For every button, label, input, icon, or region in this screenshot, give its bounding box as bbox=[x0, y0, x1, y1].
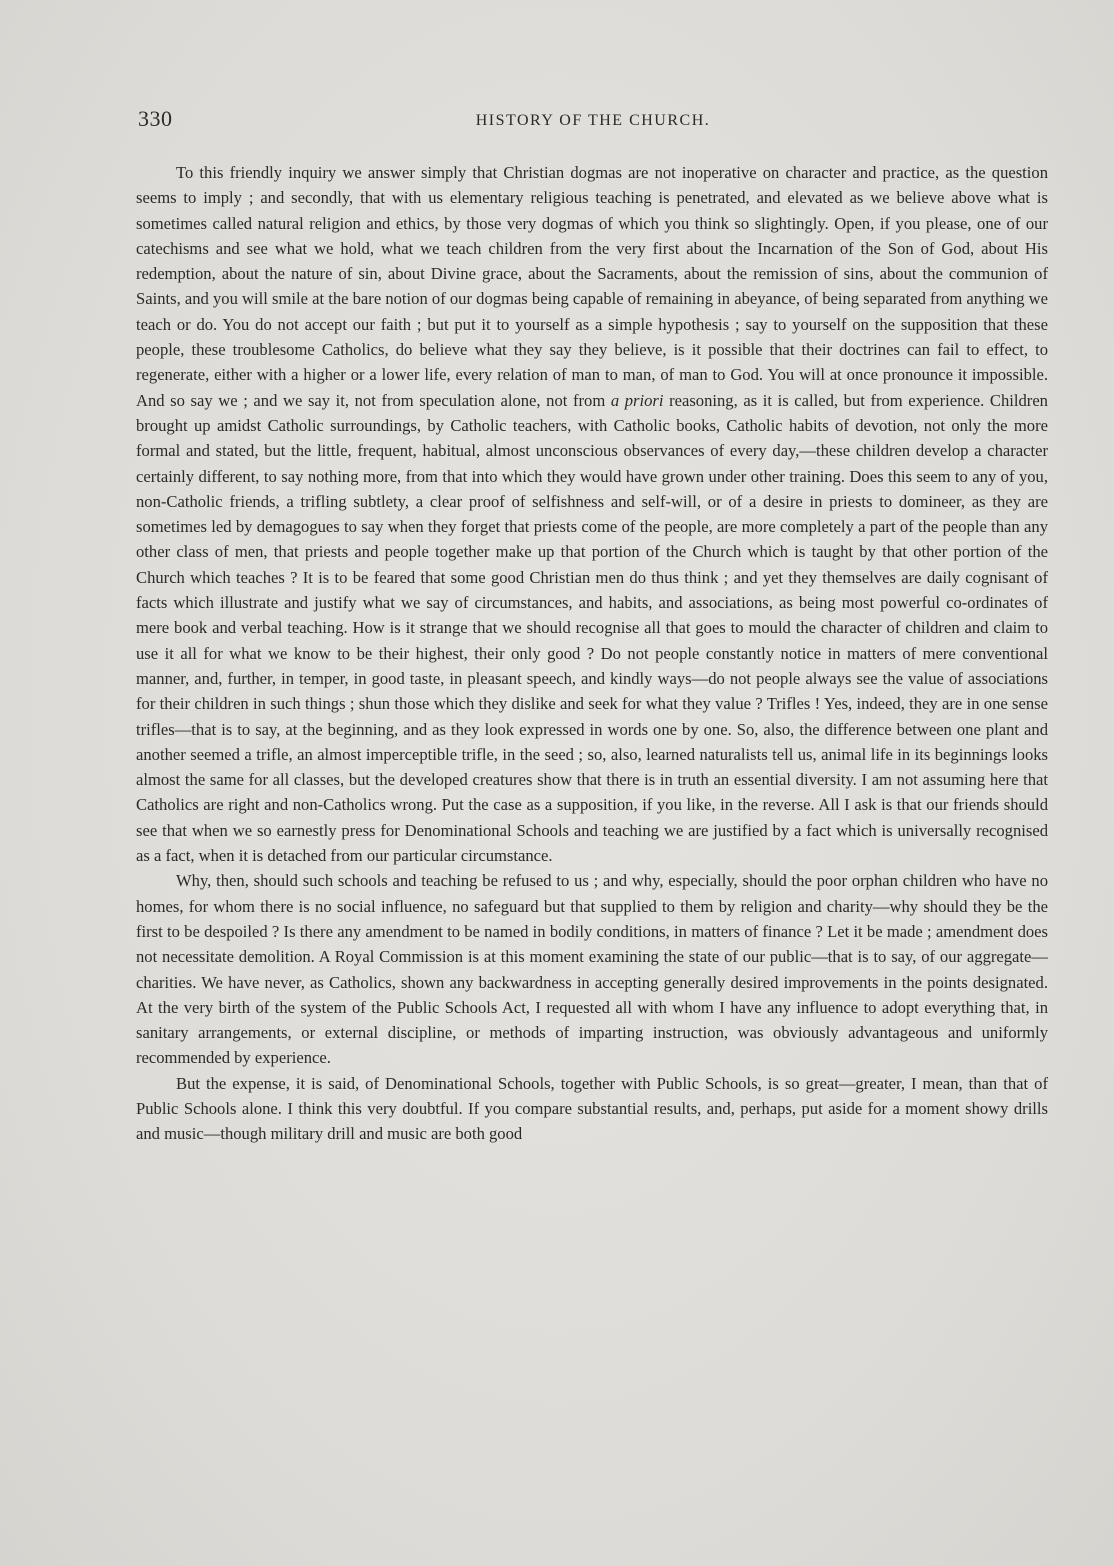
running-title: HISTORY OF THE CHURCH. bbox=[475, 112, 711, 129]
body-text bbox=[136, 160, 1048, 1147]
paragraph-3: But the expense, it is said, of Denominational Schools, together with Public Schools, is so great—greater, I mean, than that of Public Schools alone. I think this very doubtful. If you compare substantial results, and, perhaps, put aside for a moment showy drills and music—though military drill and music are both good bbox=[136, 1073, 1048, 1144]
paragraph-1 bbox=[136, 160, 1048, 868]
italic-phrase: a priori bbox=[610, 390, 664, 410]
paragraph-2: Why, then, should such schools and teaching be refused to us ; and why, especially, should the poor orphan children who have no homes, for whom there is no social influence, no safeguard but that supplied to them by religion and charity—why should they be the first to be despoiled ? Is there any amendment to be named in bodily conditions, in matters of finance ? Let it be made ; amendment does not necessitate demolition. A Royal Commission is at this moment examining the state of our public—that is to say, of our aggregate—charities. We have never, as Catholics, shown any backwardness in accepting generally desired improvements in the points designated. At the very birth of the system of the Public Schools Act, I requested all with whom I have any influence to adopt everything that, in sanitary arrangements, or external discipline, or methods of imparting instruction, was obviously advantageous and uniformly recommended by experience. bbox=[136, 871, 1048, 1068]
page-number: 330 bbox=[138, 106, 173, 131]
paragraph-1-part-b: reasoning, as it is called, but from experience. Children brought up amidst Catholic surroundings, by Catholic teachers, with Catholic books, Catholic habits of devotion, not only the more formal and stated, but the little, frequent, habitual, almost unconscious observances of every day,—these children develop a character certainly different, to say nothing more, from that into which they would have grown under other training. Does this seem to any of you, non-Catholic friends, a trifling subtlety, a clear proof of selfishness and self-will, or of a desire in priests to domineer, as they are sometimes led by demagogues to say when they forget that priests come of the people, are more completely a part of the people than any other class of men, that priests and people together make up that portion of the Church which is taught by that other portion of the Church which teaches ? It is to be feared that some good Christian men do thus think ; and yet they themselves are daily cognisant of facts which illustrate and justify what we say of circumstances, and habits, and associations, as being most powerful co-ordinates of mere book and verbal teaching. How is it strange that we should recognise all that goes to mould the character of children and claim to use it all for what we know to be their highest, their only good ? Do not people constantly notice in matters of mere conventional manner, and, further, in temper, in good taste, in pleasant speech, and kindly ways—do not people always see the value of associations for their children in such things ; shun those which they dislike and seek for what they value ? Trifles ! Yes, indeed, they are in one sense trifles—that is to say, at the beginning, and as they look expressed in words one by one. So, also, the difference between one plant and another seemed a trifle, an almost imperceptible trifle, in the seed ; so, also, learned naturalists tell us, animal life in its beginnings looks almost the same for all classes, but the developed creatures show that there is in truth an essential diversity. I am not assuming here that Catholics are right and non-Catholics wrong. Put the case as a supposition, if you like, in the reverse. All I ask is that our friends should see that when we so earnestly press for Denominational Schools and teaching we are justified by a fact which is universally recognised as a fact, when it is detached from our particular circumstance. bbox=[136, 390, 1048, 866]
paragraph-1-part-a: To this friendly inquiry we answer simply that Christian dogmas are not inoperative on character and practice, as the question seems to imply ; and secondly, that with us elementary religious teaching is penetrated, and elevated as we believe above what is sometimes called natural religion and ethics, by those very dogmas of which you think so slightingly. Open, if you please, one of our catechisms and see what we hold, what we teach children from the very first about the Incarnation of the Son of God, about His redemption, about the nature of sin, about Divine grace, about the Sacraments, about the remission of sins, about the communion of Saints, and you will smile at the bare notion of our dogmas being capable of remaining in abeyance, of being separated from anything we teach or do. You do not accept our faith ; but put it to yourself as a simple hypothesis ; say to yourself on the supposition that these people, these troublesome Catholics, do believe what they say they believe, is it possible that their doctrines can fail to effect, to regenerate, either with a higher or a lower life, every relation of man to man, of man to God. You will at once pronounce it impossible. And so say we ; and we say it, not from speculation alone, not from bbox=[136, 163, 1048, 410]
page-header bbox=[138, 106, 1048, 136]
